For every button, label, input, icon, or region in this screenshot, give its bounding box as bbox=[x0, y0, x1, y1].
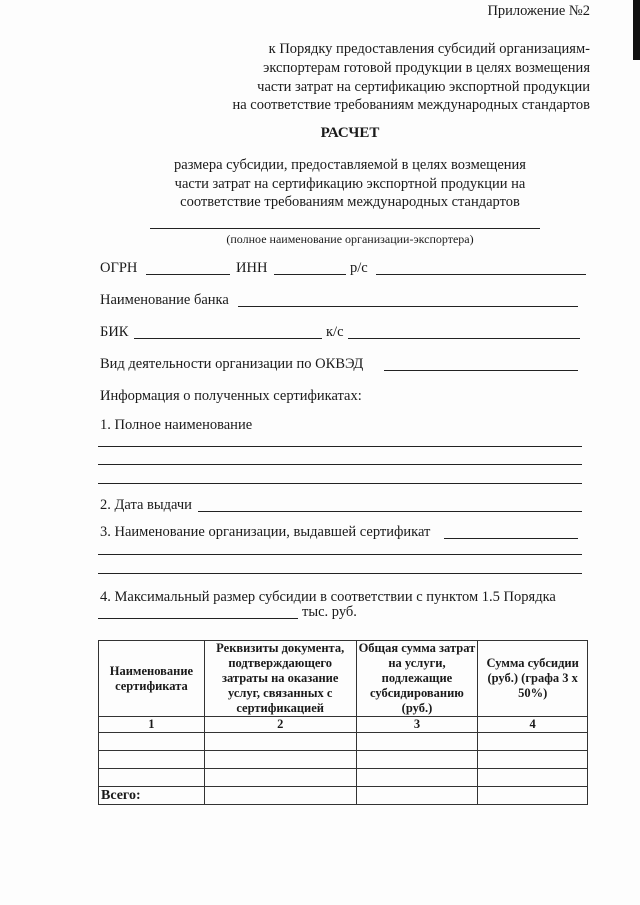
table-cell[interactable] bbox=[478, 787, 588, 805]
scan-edge bbox=[633, 0, 640, 60]
issuer-field[interactable] bbox=[444, 538, 578, 539]
appendix-line: части затрат на сертификацию экспортной продукции bbox=[257, 79, 590, 95]
table-cell[interactable] bbox=[356, 733, 478, 751]
table-cell[interactable] bbox=[204, 751, 356, 769]
column-number: 4 bbox=[478, 717, 588, 733]
table-cell[interactable] bbox=[478, 769, 588, 787]
table-cell[interactable] bbox=[99, 733, 205, 751]
max-subsidy-unit: тыс. руб. bbox=[302, 604, 357, 620]
table-cell[interactable] bbox=[356, 787, 478, 805]
org-name-caption: (полное наименование организации-экспортера) bbox=[226, 232, 474, 246]
item-issue-date-label: 2. Дата выдачи bbox=[100, 497, 192, 513]
table-row bbox=[99, 733, 588, 751]
column-number: 3 bbox=[356, 717, 478, 733]
appendix-line: на соответствие требованиям международных стандартов bbox=[232, 97, 590, 113]
full-name-field[interactable] bbox=[98, 464, 582, 465]
org-name-field[interactable] bbox=[150, 228, 540, 229]
issuer-field[interactable] bbox=[98, 573, 582, 574]
appendix-number: Приложение №2 bbox=[487, 3, 590, 19]
bank-label: Наименование банка bbox=[100, 292, 229, 308]
bank-field[interactable] bbox=[238, 306, 578, 307]
bik-field[interactable] bbox=[134, 338, 322, 339]
table-cell[interactable] bbox=[204, 733, 356, 751]
rs-field[interactable] bbox=[376, 274, 586, 275]
header-total-costs: Общая сумма затрат на услуги, подлежащие субсидированию (руб.) bbox=[356, 641, 478, 717]
inn-field[interactable] bbox=[274, 274, 346, 275]
ogrn-label: ОГРН bbox=[100, 260, 138, 276]
appendix-line: экспортерам готовой продукции в целях возмещения bbox=[263, 60, 590, 76]
item-max-subsidy-label: 4. Максимальный размер субсидии в соответствии с пунктом 1.5 Порядка bbox=[100, 589, 556, 605]
okved-label: Вид деятельности организации по ОКВЭД bbox=[100, 356, 364, 372]
table-cell[interactable] bbox=[99, 769, 205, 787]
header-document-details: Реквизиты документа, подтверждающего затраты на оказание услуг, связанных с сертификацией bbox=[204, 641, 356, 717]
total-row bbox=[99, 787, 588, 805]
table-header-row bbox=[99, 641, 588, 717]
table-cell[interactable] bbox=[356, 769, 478, 787]
table-cell[interactable] bbox=[99, 751, 205, 769]
table-cell[interactable] bbox=[478, 733, 588, 751]
item-full-name-label: 1. Полное наименование bbox=[100, 417, 253, 433]
table-row bbox=[99, 769, 588, 787]
ks-label: к/с bbox=[326, 324, 344, 340]
table-row bbox=[99, 751, 588, 769]
okved-field[interactable] bbox=[384, 370, 578, 371]
column-number: 1 bbox=[99, 717, 205, 733]
subsidy-table bbox=[98, 640, 588, 805]
header-subsidy-amount: Сумма субсидии (руб.) (графа 3 х 50%) bbox=[478, 641, 588, 717]
subtitle-line: соответствие требованиям международных стандартов bbox=[180, 194, 520, 210]
item-issuer-label: 3. Наименование организации, выдавшей сертификат bbox=[100, 524, 431, 540]
max-subsidy-field[interactable] bbox=[98, 618, 298, 619]
column-number: 2 bbox=[204, 717, 356, 733]
rs-label: р/с bbox=[350, 260, 368, 276]
ogrn-field[interactable] bbox=[146, 274, 230, 275]
total-label: Всего: bbox=[99, 787, 205, 805]
table-cell[interactable] bbox=[204, 787, 356, 805]
inn-label: ИНН bbox=[236, 260, 268, 276]
issue-date-field[interactable] bbox=[198, 511, 582, 512]
info-heading: Информация о полученных сертификатах: bbox=[100, 388, 362, 404]
page-title: РАСЧЕТ bbox=[320, 125, 380, 141]
full-name-field[interactable] bbox=[98, 446, 582, 447]
ks-field[interactable] bbox=[348, 338, 580, 339]
subtitle-line: размера субсидии, предоставляемой в целях возмещения bbox=[174, 157, 526, 173]
table-cell[interactable] bbox=[478, 751, 588, 769]
column-number-row bbox=[99, 717, 588, 733]
bik-label: БИК bbox=[100, 324, 129, 340]
issuer-field[interactable] bbox=[98, 554, 582, 555]
full-name-field[interactable] bbox=[98, 483, 582, 484]
table-cell[interactable] bbox=[204, 769, 356, 787]
header-certificate-name: Наименование сертификата bbox=[99, 641, 205, 717]
appendix-line: к Порядку предоставления субсидий организациям- bbox=[268, 41, 590, 57]
table-cell[interactable] bbox=[356, 751, 478, 769]
subtitle-line: части затрат на сертификацию экспортной продукции на bbox=[174, 176, 526, 192]
